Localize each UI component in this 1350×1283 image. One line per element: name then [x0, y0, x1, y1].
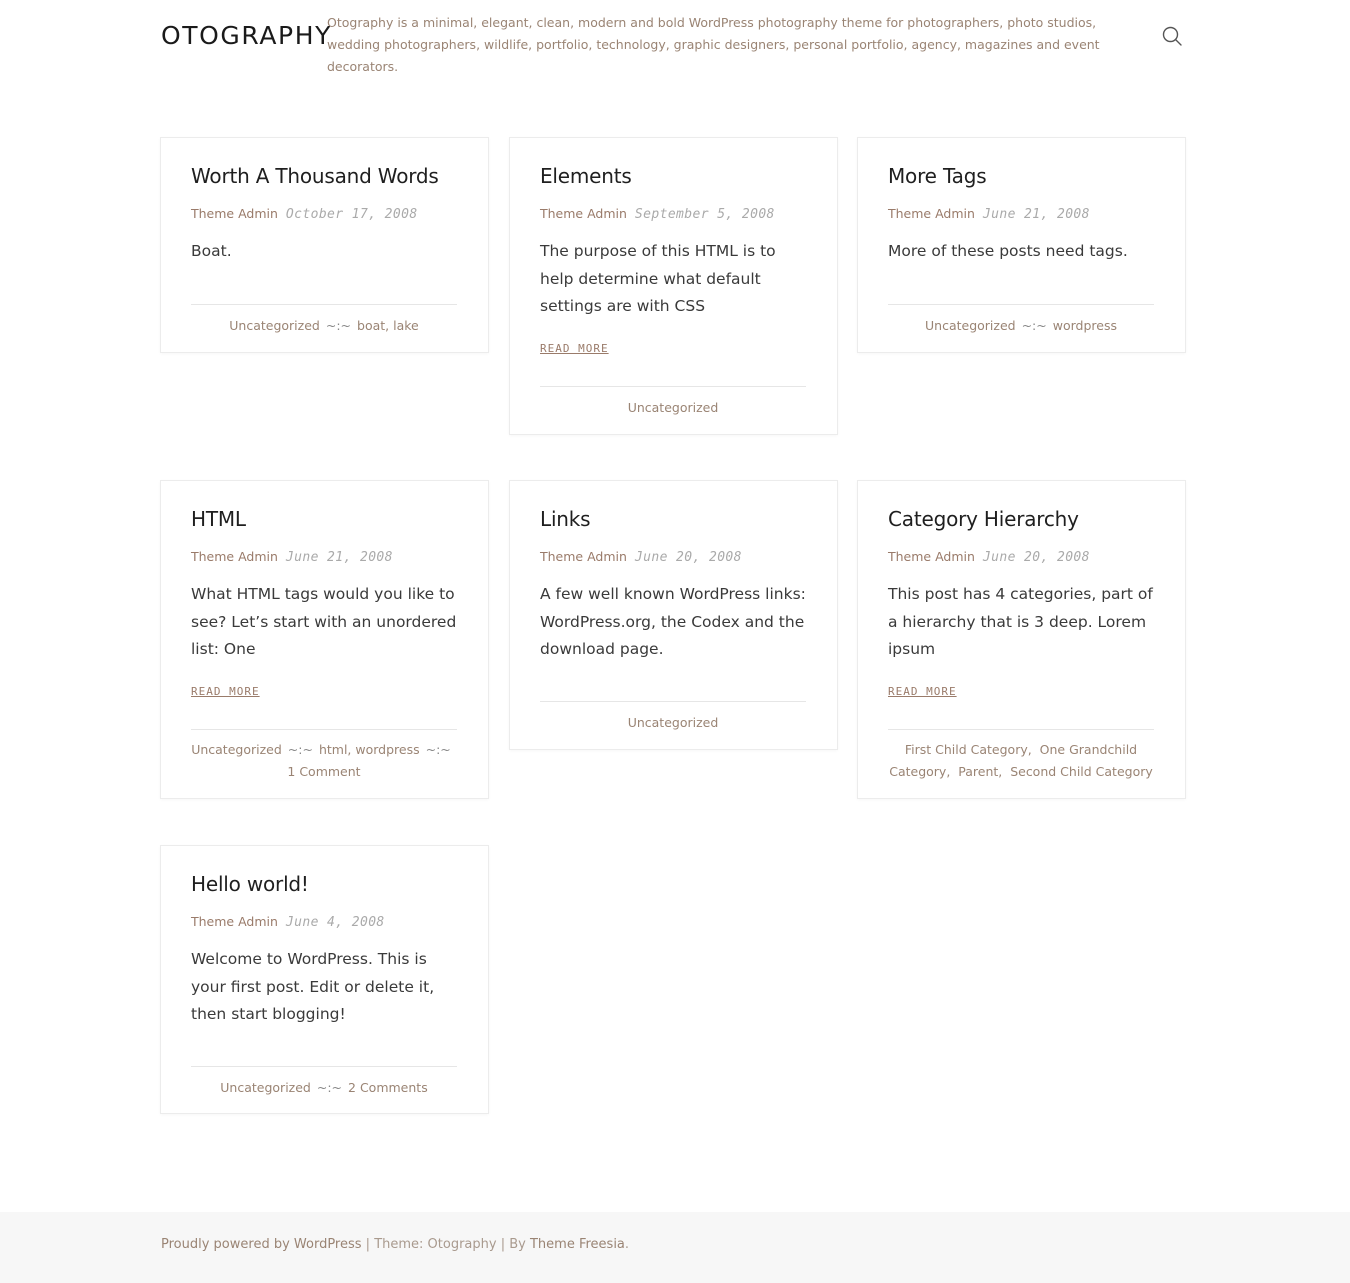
post-tags[interactable]: wordpress — [1052, 318, 1117, 333]
post-author[interactable]: Theme Admin — [540, 206, 627, 221]
site-footer — [0, 1212, 1350, 1283]
post-title[interactable]: Links — [540, 507, 591, 531]
post-date[interactable]: June 21, 2008 — [285, 550, 393, 565]
post-comments-link[interactable]: 1 Comment — [287, 764, 361, 779]
post-excerpt: More of these posts need tags. — [888, 242, 1128, 260]
powered-by-link[interactable]: Proudly powered by WordPress — [161, 1237, 362, 1252]
search-button[interactable] — [1160, 24, 1184, 48]
post-category[interactable]: First Child Category — [904, 742, 1028, 757]
footer-separator: | — [361, 1237, 375, 1252]
post-card-worth-a-thousand-words — [160, 137, 489, 353]
post-date[interactable]: June 21, 2008 — [982, 207, 1090, 222]
post-divider — [191, 304, 457, 305]
post-excerpt: This post has 4 categories, part of a hierarchy that is 3 deep. Lorem ipsum — [888, 585, 1153, 658]
post-meta — [540, 549, 742, 565]
post-footer — [540, 712, 806, 734]
post-card-category-hierarchy — [857, 480, 1186, 799]
post-footer — [191, 739, 457, 783]
post-author[interactable]: Theme Admin — [191, 914, 278, 929]
post-footer: First Child Category, One Grandchild Category, Parent, Second Child Category — [889, 742, 1153, 779]
post-category[interactable]: Uncategorized — [229, 318, 320, 333]
post-title[interactable]: HTML — [191, 507, 246, 531]
footer-separator: | By — [496, 1237, 530, 1252]
post-card-more-tags — [857, 137, 1186, 353]
post-footer — [888, 315, 1154, 337]
read-more-link[interactable]: READ MORE — [888, 685, 957, 698]
post-card-html — [160, 480, 489, 799]
post-title[interactable]: Elements — [540, 164, 632, 188]
post-excerpt: What HTML tags would you like to see? Let’s start with an unordered list: One — [191, 585, 457, 658]
post-date[interactable]: June 20, 2008 — [634, 550, 742, 565]
post-title[interactable]: Hello world! — [191, 872, 309, 896]
site-title[interactable]: OTOGRAPHY — [161, 21, 333, 50]
post-author[interactable]: Theme Admin — [888, 549, 975, 564]
post-meta — [888, 549, 1090, 565]
post-date[interactable]: June 4, 2008 — [285, 915, 385, 930]
post-meta — [191, 206, 418, 222]
separator: ~:~ — [325, 318, 352, 333]
post-meta — [888, 206, 1090, 222]
post-footer — [191, 1077, 457, 1099]
post-tags[interactable]: html, wordpress — [318, 742, 420, 757]
post-footer — [191, 315, 457, 337]
post-category[interactable]: Uncategorized — [627, 400, 719, 415]
post-footer — [540, 397, 806, 419]
post-divider — [888, 729, 1154, 730]
post-category[interactable]: Uncategorized — [191, 742, 282, 757]
post-meta — [191, 549, 393, 565]
post-excerpt: The purpose of this HTML is to help determine what default settings are with CSS — [540, 242, 776, 315]
post-tags[interactable]: boat, lake — [357, 318, 419, 333]
post-card-elements — [509, 137, 838, 435]
post-title[interactable]: Worth A Thousand Words — [191, 164, 439, 188]
post-excerpt: Welcome to WordPress. This is your first post. Edit or delete it, then start blogging! — [191, 950, 435, 1023]
search-icon — [1160, 24, 1184, 48]
post-card-hello-world — [160, 845, 489, 1114]
post-excerpt: A few well known WordPress links: WordPress.org, the Codex and the download page. — [540, 585, 806, 658]
post-category[interactable]: Uncategorized — [925, 318, 1016, 333]
post-date[interactable]: October 17, 2008 — [285, 207, 418, 222]
separator: ~:~ — [287, 742, 313, 757]
post-divider — [191, 1066, 457, 1067]
post-category[interactable]: Uncategorized — [627, 715, 719, 730]
post-category[interactable]: Second Child Category — [1010, 764, 1153, 779]
post-card-links — [509, 480, 838, 750]
post-author[interactable]: Theme Admin — [191, 206, 278, 221]
post-divider — [191, 729, 457, 730]
footer-theme-text: Theme: Otography — [374, 1237, 497, 1252]
site-description: Otography is a minimal, elegant, clean, modern and bold WordPress photography theme for photographers, photo studios, wedding photographers, wildlife, portfolio, technology, graphic designers, personal portfolio, agency, magazines and event decorators. — [327, 15, 1100, 74]
post-author[interactable]: Theme Admin — [540, 549, 627, 564]
read-more-link[interactable]: READ MORE — [191, 685, 260, 698]
post-category[interactable]: Uncategorized — [220, 1080, 311, 1095]
post-category[interactable]: Parent — [958, 764, 999, 779]
footer-end: . — [624, 1237, 630, 1252]
post-divider — [540, 701, 806, 702]
post-category[interactable]: One Grandchild Category — [889, 742, 1138, 779]
separator: ~:~ — [425, 742, 451, 757]
footer-credits — [161, 1237, 629, 1252]
post-divider — [888, 304, 1154, 305]
post-meta — [191, 914, 385, 930]
post-excerpt: Boat. — [191, 242, 232, 260]
theme-author-link[interactable]: Theme Freesia — [529, 1237, 625, 1252]
post-comments-link[interactable]: 2 Comments — [348, 1080, 428, 1095]
post-title[interactable]: Category Hierarchy — [888, 507, 1079, 531]
post-author[interactable]: Theme Admin — [191, 549, 278, 564]
post-author[interactable]: Theme Admin — [888, 206, 975, 221]
separator: ~:~ — [316, 1080, 343, 1095]
separator: ~:~ — [1021, 318, 1047, 333]
post-date[interactable]: June 20, 2008 — [982, 550, 1090, 565]
site-header — [0, 0, 1350, 80]
post-divider — [540, 386, 806, 387]
post-meta — [540, 206, 775, 222]
post-title[interactable]: More Tags — [888, 164, 987, 188]
post-date[interactable]: September 5, 2008 — [634, 207, 775, 222]
read-more-link[interactable]: READ MORE — [540, 342, 609, 355]
